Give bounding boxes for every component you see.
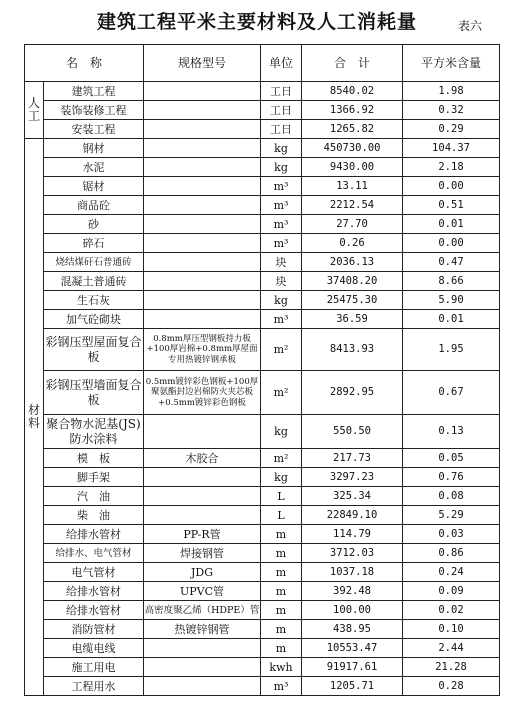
cell-spec — [144, 487, 261, 506]
table-row — [25, 196, 500, 215]
table-row — [25, 468, 500, 487]
cell-spec — [144, 310, 261, 329]
table-row — [25, 158, 500, 177]
document-title: 建筑工程平米主要材料及人工消耗量 — [96, 11, 417, 33]
cell-per-sqm: 0.10 — [403, 620, 500, 639]
table-row — [25, 101, 500, 120]
table-row — [25, 639, 500, 658]
cell-unit: m — [261, 620, 302, 639]
cell-unit: m³ — [261, 196, 302, 215]
cell-per-sqm: 0.51 — [403, 196, 500, 215]
cell-spec — [144, 272, 261, 291]
header-total: 合 计 — [302, 45, 403, 82]
cell-total: 2892.95 — [302, 371, 403, 415]
table-row — [25, 120, 500, 139]
cell-name: 模 板 — [44, 449, 144, 468]
cell-per-sqm: 0.67 — [403, 371, 500, 415]
cell-per-sqm: 0.32 — [403, 101, 500, 120]
cell-per-sqm: 0.29 — [403, 120, 500, 139]
header-row — [25, 45, 500, 82]
cell-name: 消防管材 — [44, 620, 144, 639]
cell-total: 27.70 — [302, 215, 403, 234]
cell-name: 电缆电线 — [44, 639, 144, 658]
group-label: 材料 — [25, 139, 44, 696]
cell-unit: m² — [261, 371, 302, 415]
cell-per-sqm: 0.76 — [403, 468, 500, 487]
table-row — [25, 177, 500, 196]
cell-spec — [144, 215, 261, 234]
table-row — [25, 563, 500, 582]
cell-name: 水泥 — [44, 158, 144, 177]
table-row — [25, 449, 500, 468]
cell-total: 8413.93 — [302, 329, 403, 371]
cell-name: 给排水、电气管材 — [44, 544, 144, 563]
cell-spec — [144, 677, 261, 696]
cell-unit: m² — [261, 449, 302, 468]
cell-total: 325.34 — [302, 487, 403, 506]
table-row — [25, 139, 500, 158]
cell-unit: m — [261, 601, 302, 620]
cell-per-sqm: 5.29 — [403, 506, 500, 525]
table-row — [25, 253, 500, 272]
cell-spec: 木胶合 — [144, 449, 261, 468]
cell-unit: kwh — [261, 658, 302, 677]
cell-total: 8540.02 — [302, 82, 403, 101]
cell-per-sqm: 0.86 — [403, 544, 500, 563]
cell-unit: 工日 — [261, 82, 302, 101]
cell-total: 2212.54 — [302, 196, 403, 215]
cell-spec — [144, 639, 261, 658]
cell-per-sqm: 5.90 — [403, 291, 500, 310]
table-row — [25, 544, 500, 563]
cell-unit: kg — [261, 468, 302, 487]
cell-spec — [144, 506, 261, 525]
table-row — [25, 658, 500, 677]
cell-unit: 工日 — [261, 120, 302, 139]
table-row — [25, 215, 500, 234]
cell-unit: m — [261, 563, 302, 582]
cell-name: 电气管材 — [44, 563, 144, 582]
cell-name: 彩钢压型屋面复合板 — [44, 329, 144, 371]
cell-total: 1265.82 — [302, 120, 403, 139]
cell-spec: JDG — [144, 563, 261, 582]
cell-spec — [144, 415, 261, 449]
table-row — [25, 677, 500, 696]
cell-total: 25475.30 — [302, 291, 403, 310]
materials-labor-table — [24, 44, 500, 696]
cell-name: 锯材 — [44, 177, 144, 196]
table-row — [25, 582, 500, 601]
cell-per-sqm: 0.08 — [403, 487, 500, 506]
cell-name: 工程用水 — [44, 677, 144, 696]
cell-unit: kg — [261, 139, 302, 158]
cell-total: 114.79 — [302, 525, 403, 544]
cell-total: 217.73 — [302, 449, 403, 468]
cell-spec — [144, 196, 261, 215]
table-row — [25, 506, 500, 525]
cell-spec: 热镀锌钢管 — [144, 620, 261, 639]
cell-total: 22849.10 — [302, 506, 403, 525]
cell-spec: UPVC管 — [144, 582, 261, 601]
cell-per-sqm: 0.13 — [403, 415, 500, 449]
table-row — [25, 601, 500, 620]
cell-name: 商品砼 — [44, 196, 144, 215]
cell-unit: L — [261, 506, 302, 525]
cell-unit: m³ — [261, 215, 302, 234]
cell-per-sqm: 1.98 — [403, 82, 500, 101]
cell-total: 1366.92 — [302, 101, 403, 120]
cell-total: 1037.18 — [302, 563, 403, 582]
table-row — [25, 525, 500, 544]
cell-total: 438.95 — [302, 620, 403, 639]
cell-total: 91917.61 — [302, 658, 403, 677]
cell-name: 给排水管材 — [44, 582, 144, 601]
cell-per-sqm: 0.05 — [403, 449, 500, 468]
cell-total: 9430.00 — [302, 158, 403, 177]
cell-total: 37408.20 — [302, 272, 403, 291]
cell-unit: 块 — [261, 253, 302, 272]
cell-name: 混凝土普通砖 — [44, 272, 144, 291]
header-spec: 规格型号 — [144, 45, 261, 82]
cell-total: 550.50 — [302, 415, 403, 449]
cell-per-sqm: 0.09 — [403, 582, 500, 601]
cell-spec — [144, 101, 261, 120]
cell-total: 10553.47 — [302, 639, 403, 658]
cell-spec — [144, 658, 261, 677]
cell-per-sqm: 0.02 — [403, 601, 500, 620]
cell-spec: 0.8mm厚压型钢板持力板+100厚岩棉+0.8mm厚屋面专用热镀锌钢承板 — [144, 329, 261, 371]
cell-unit: kg — [261, 291, 302, 310]
cell-unit: m — [261, 525, 302, 544]
cell-spec — [144, 82, 261, 101]
cell-total: 1205.71 — [302, 677, 403, 696]
cell-name: 钢材 — [44, 139, 144, 158]
table-row — [25, 487, 500, 506]
cell-per-sqm: 0.01 — [403, 310, 500, 329]
cell-name: 聚合物水泥基(JS)防水涂料 — [44, 415, 144, 449]
cell-name: 施工用电 — [44, 658, 144, 677]
cell-name: 装饰装修工程 — [44, 101, 144, 120]
cell-spec — [144, 158, 261, 177]
cell-total: 450730.00 — [302, 139, 403, 158]
header-per-sqm: 平方米含量 — [403, 45, 500, 82]
cell-per-sqm: 2.44 — [403, 639, 500, 658]
cell-per-sqm: 21.28 — [403, 658, 500, 677]
header-name: 名 称 — [25, 45, 144, 82]
cell-total: 36.59 — [302, 310, 403, 329]
cell-total: 392.48 — [302, 582, 403, 601]
cell-per-sqm: 0.28 — [403, 677, 500, 696]
cell-total: 3712.03 — [302, 544, 403, 563]
cell-name: 烧结煤矸石普通砖 — [44, 253, 144, 272]
cell-unit: m — [261, 544, 302, 563]
cell-total: 100.00 — [302, 601, 403, 620]
cell-unit: kg — [261, 415, 302, 449]
table-row — [25, 82, 500, 101]
cell-total: 13.11 — [302, 177, 403, 196]
table-number: 表六 — [458, 19, 483, 33]
table-body — [25, 82, 500, 696]
cell-name: 建筑工程 — [44, 82, 144, 101]
cell-per-sqm: 0.03 — [403, 525, 500, 544]
cell-per-sqm: 2.18 — [403, 158, 500, 177]
header-unit: 单位 — [261, 45, 302, 82]
table-row — [25, 371, 500, 415]
table-row — [25, 329, 500, 371]
cell-spec: 焊接钢管 — [144, 544, 261, 563]
table-row — [25, 620, 500, 639]
cell-spec: 高密度聚乙烯（HDPE）管 — [144, 601, 261, 620]
cell-unit: m³ — [261, 310, 302, 329]
table-row — [25, 234, 500, 253]
cell-per-sqm: 0.47 — [403, 253, 500, 272]
cell-per-sqm: 104.37 — [403, 139, 500, 158]
table-row — [25, 415, 500, 449]
cell-name: 砂 — [44, 215, 144, 234]
cell-spec: 0.5mm镀锌彩色钢板+100厚聚氨酯封边岩棉防火夹芯板+0.5mm镀锌彩色钢板 — [144, 371, 261, 415]
cell-per-sqm: 0.24 — [403, 563, 500, 582]
cell-unit: m³ — [261, 677, 302, 696]
cell-spec — [144, 291, 261, 310]
cell-spec — [144, 120, 261, 139]
cell-name: 给排水管材 — [44, 525, 144, 544]
cell-unit: m — [261, 639, 302, 658]
cell-unit: m³ — [261, 234, 302, 253]
cell-name: 汽 油 — [44, 487, 144, 506]
cell-per-sqm: 8.66 — [403, 272, 500, 291]
group-label: 人工 — [25, 82, 44, 139]
cell-unit: 块 — [261, 272, 302, 291]
cell-total: 0.26 — [302, 234, 403, 253]
cell-spec — [144, 468, 261, 487]
cell-name: 碎石 — [44, 234, 144, 253]
table-row — [25, 310, 500, 329]
cell-unit: m³ — [261, 177, 302, 196]
cell-total: 2036.13 — [302, 253, 403, 272]
cell-per-sqm: 0.01 — [403, 215, 500, 234]
cell-name: 安装工程 — [44, 120, 144, 139]
cell-name: 柴 油 — [44, 506, 144, 525]
cell-spec — [144, 253, 261, 272]
cell-spec — [144, 177, 261, 196]
table-row — [25, 272, 500, 291]
cell-name: 给排水管材 — [44, 601, 144, 620]
cell-unit: L — [261, 487, 302, 506]
cell-name: 加气砼砌块 — [44, 310, 144, 329]
cell-per-sqm: 0.00 — [403, 234, 500, 253]
cell-unit: m — [261, 582, 302, 601]
cell-unit: m² — [261, 329, 302, 371]
cell-unit: kg — [261, 158, 302, 177]
cell-spec — [144, 139, 261, 158]
cell-name: 脚手架 — [44, 468, 144, 487]
cell-unit: 工日 — [261, 101, 302, 120]
cell-per-sqm: 0.00 — [403, 177, 500, 196]
cell-name: 生石灰 — [44, 291, 144, 310]
cell-spec: PP-R管 — [144, 525, 261, 544]
cell-total: 3297.23 — [302, 468, 403, 487]
cell-spec — [144, 234, 261, 253]
cell-per-sqm: 1.95 — [403, 329, 500, 371]
cell-name: 彩钢压型墙面复合板 — [44, 371, 144, 415]
table-row — [25, 291, 500, 310]
